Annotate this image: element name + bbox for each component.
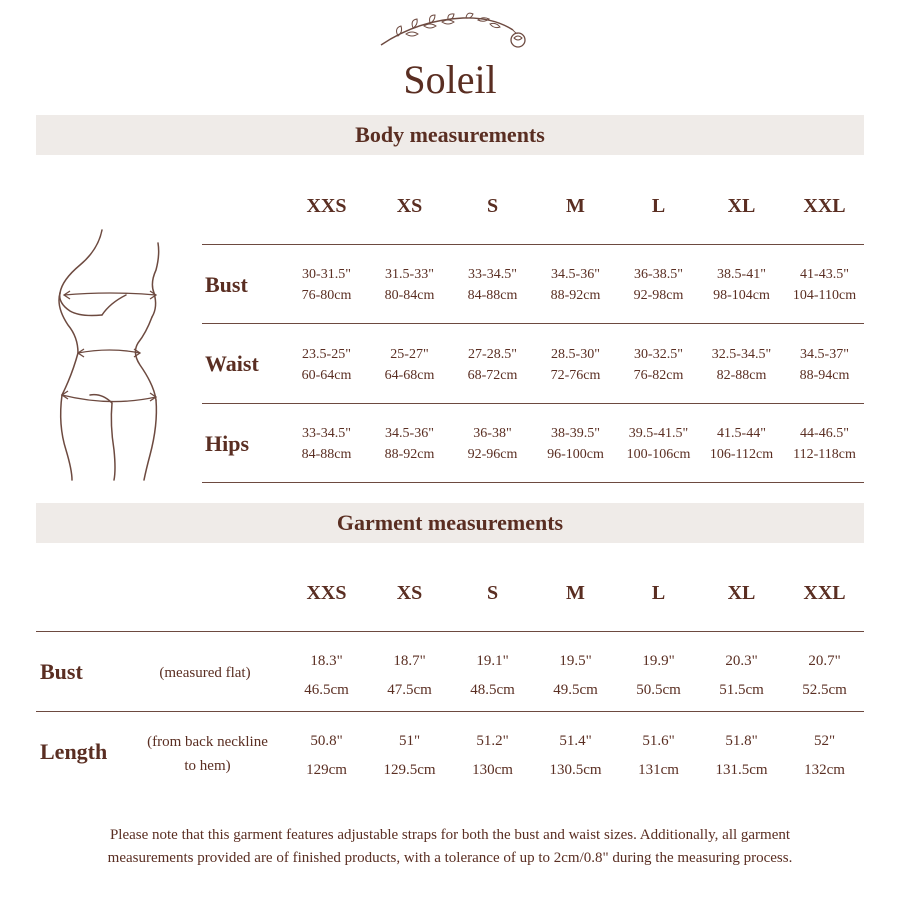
size-header: XXS [306,195,347,217]
measurement-cell: 44-46.5" 112-118cm [793,426,856,462]
measurement-cell: 19.9" 50.5cm [636,653,681,698]
measurement-cell: 51" 129.5cm [383,733,436,778]
measurement-cell: 36-38.5" 92-98cm [633,267,684,303]
measurement-cell: 50.8" 129cm [306,733,347,778]
measurement-cell: 38-39.5" 96-100cm [547,426,604,462]
size-header: M [566,582,585,604]
size-header: M [566,195,585,217]
measurement-cell: 23.5-25" 60-64cm [301,347,352,383]
measurement-cell: 31.5-33" 80-84cm [384,267,435,303]
table-divider [202,403,864,404]
size-header: L [651,582,666,604]
measurement-cell: 51.6" 131cm [638,733,679,778]
body-row-hips [285,423,866,465]
size-header: XS [396,195,423,217]
measurement-cell: 34.5-36" 88-92cm [384,426,435,462]
measurement-cell: 51.8" 131.5cm [715,733,768,778]
table-divider [36,631,864,632]
measurement-cell: 51.2" 130cm [472,733,513,778]
garment-row-length [285,727,866,785]
table-divider [202,482,864,483]
garment-row-note-length: (from back neckline to hem) [147,734,268,774]
body-row-label-hips: Hips [205,431,250,456]
garment-row-bust [285,647,866,705]
measurement-cell: 30-32.5" 76-82cm [633,347,684,383]
measurement-cell: 25-27" 64-68cm [384,347,435,383]
measurement-cell: 41-43.5" 104-110cm [792,267,857,303]
brand-title: Soleil [403,57,497,102]
size-header: XL [727,195,756,217]
measurement-cell: 34.5-37" 88-94cm [799,347,850,383]
measurement-cell: 39.5-41.5" 100-106cm [626,426,691,462]
measurement-cell: 33-34.5" 84-88cm [467,267,518,303]
garment-measurements-header [36,503,864,543]
measurement-cell: 20.7" 52.5cm [802,653,847,698]
size-header: XXS [306,582,347,604]
table-divider [202,323,864,324]
body-figure-illustration [50,225,170,485]
size-header: S [486,582,499,604]
body-size-header-row [285,195,866,218]
body-measurements-title: Body measurements [355,122,545,147]
measurement-cell: 30-31.5" 76-80cm [301,267,352,303]
measurement-cell: 38.5-41" 98-104cm [713,267,770,303]
size-header: L [651,195,666,217]
measurement-cell: 51.4" 130.5cm [549,733,602,778]
garment-row-note-bust: (measured flat) [159,665,251,681]
body-row-bust [285,264,866,306]
garment-row-label-length: Length [40,739,108,764]
footnote [30,824,870,870]
garment-size-header-row [285,582,866,605]
measurement-cell: 41.5-44" 106-112cm [709,426,774,462]
measurement-cell: 20.3" 51.5cm [719,653,764,698]
size-header: S [486,195,499,217]
measurement-cell: 33-34.5" 84-88cm [301,426,352,462]
measurement-cell: 28.5-30" 72-76cm [550,347,601,383]
size-header: XL [727,582,756,604]
table-divider [36,711,864,712]
measurement-cell: 18.3" 46.5cm [304,653,349,698]
size-header: XXL [803,195,846,217]
body-row-label-bust: Bust [205,272,248,297]
logo-branch-illustration [378,12,533,57]
footnote-line: Please note that this garment features adjustable straps for both the bust and waist sizes. Additionally, all garment [109,827,791,843]
size-header: XXL [803,582,846,604]
body-measurements-header [36,115,864,155]
garment-row-label-bust: Bust [40,659,83,684]
footnote-line: measurements provided are of finished products, with a tolerance of up to 2cm/0.8" during the measuring process. [107,850,793,866]
garment-measurements-title: Garment measurements [336,510,564,535]
measurement-cell: 18.7" 47.5cm [387,653,432,698]
table-divider [202,244,864,245]
body-row-waist [285,344,866,386]
measurement-cell: 19.5" 49.5cm [553,653,598,698]
measurement-cell: 36-38" 92-96cm [467,426,518,462]
size-header: XS [396,582,423,604]
body-row-label-waist: Waist [205,351,259,376]
measurement-cell: 19.1" 48.5cm [470,653,515,698]
measurement-cell: 52" 132cm [804,733,845,778]
measurement-cell: 32.5-34.5" 82-88cm [711,347,772,383]
measurement-cell: 27-28.5" 68-72cm [467,347,518,383]
measurement-cell: 34.5-36" 88-92cm [550,267,601,303]
